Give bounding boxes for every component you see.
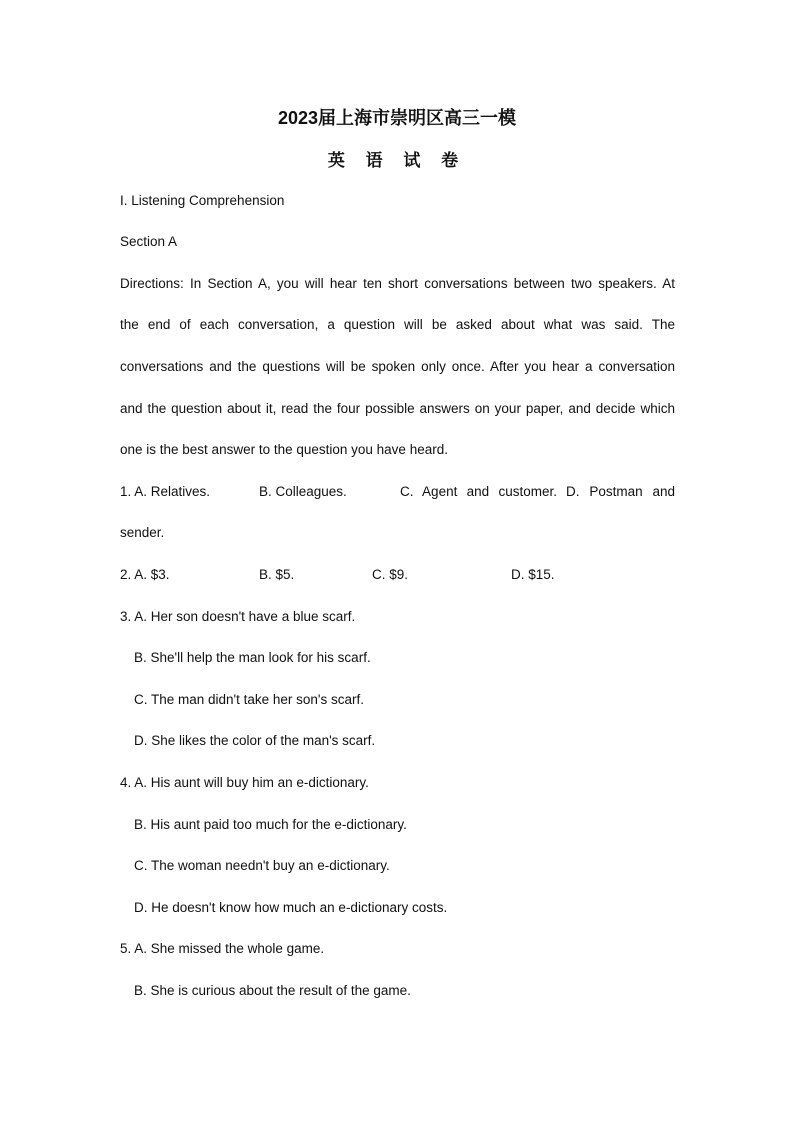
option-a: A. Her son doesn't have a blue scarf. [134,609,356,624]
question-3-a [120,609,675,625]
question-number: 3. [120,609,132,624]
question-number: 1. [120,484,132,499]
option-a: A. Relatives. [134,484,211,499]
question-3-b: B. She'll help the man look for his scarf. [134,650,371,665]
question-4-c: C. The woman needn't buy an e-dictionary. [134,858,390,873]
question-1-d: D. Postman and [566,484,675,499]
directions-label: Directions: [120,276,184,291]
option-a: A. She missed the whole game. [134,941,325,956]
directions-line-2: the end of each conversation, a question will be asked about what was said. The [120,317,675,332]
question-4-b: B. His aunt paid too much for the e-dictionary. [134,817,407,832]
question-2-a [120,567,170,583]
question-2-d: D. $15. [511,567,555,582]
exam-subtitle: 英 语 试 卷 [327,151,467,170]
section-heading: Section A [120,234,178,249]
question-number: 2. [120,567,132,582]
question-1-a [120,484,210,500]
question-2-c: C. $9. [372,567,409,582]
question-4-a [120,775,675,791]
option-a: A. $3. [134,567,170,582]
directions-line-3: conversations and the questions will be spoken only once. After you hear a conversation [120,359,675,374]
question-number: 5. [120,941,132,956]
question-2-b: B. $5. [259,567,295,582]
question-4-d: D. He doesn't know how much an e-dictionary costs. [134,900,448,915]
directions-line-4: and the question about it, read the four possible answers on your paper, and decide which [120,401,675,416]
question-5-b: B. She is curious about the result of the game. [134,983,411,998]
question-number: 4. [120,775,132,790]
option-a: A. His aunt will buy him an e-dictionary. [134,775,369,790]
question-1-c: C. Agent and customer. [400,484,557,499]
exam-title: 2023届上海市崇明区高三一模 [277,108,517,128]
question-3-c: C. The man didn't take her son's scarf. [134,692,365,707]
part-heading: I. Listening Comprehension [120,193,285,208]
directions-line-5: one is the best answer to the question you have heard. [120,442,448,457]
question-1-b: B. Colleagues. [259,484,347,499]
question-3-d: D. She likes the color of the man's scarf. [134,733,376,748]
directions-text: In Section A, you will hear ten short conversations between two speakers. At [183,276,675,291]
directions-line-1 [120,276,675,292]
question-1-continuation: sender. [120,525,165,540]
question-5-a [120,941,675,957]
